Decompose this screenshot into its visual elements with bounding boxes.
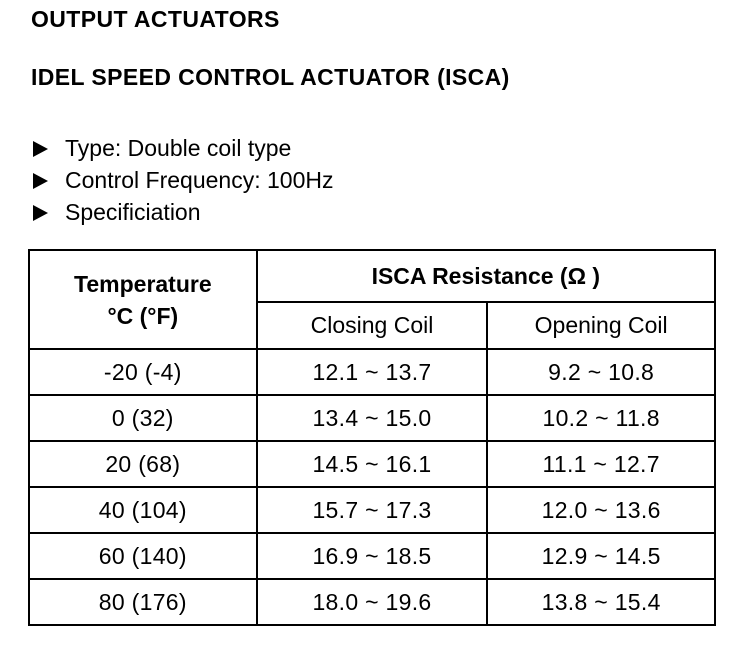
opening-coil-cell: 11.1 ~ 12.7 [487, 441, 715, 487]
opening-coil-cell: 12.0 ~ 13.6 [487, 487, 715, 533]
temperature-header [29, 250, 257, 349]
list-item [33, 196, 333, 228]
closing-coil-cell: 18.0 ~ 19.6 [257, 579, 488, 625]
opening-coil-cell: 10.2 ~ 11.8 [487, 395, 715, 441]
page-title: IDEL SPEED CONTROL ACTUATOR (ISCA) [31, 64, 510, 90]
closing-coil-header: Closing Coil [257, 302, 488, 349]
table-row [29, 579, 715, 625]
opening-coil-cell: 9.2 ~ 10.8 [487, 349, 715, 395]
temperature-unit-label: °C (°F) [107, 302, 179, 329]
closing-coil-cell: 15.7 ~ 17.3 [257, 487, 488, 533]
temperature-cell: 80 (176) [29, 579, 257, 625]
temperature-cell: 40 (104) [29, 487, 257, 533]
list-item [33, 164, 333, 196]
bullet-text: Control Frequency: 100Hz [65, 166, 334, 193]
triangle-right-icon [33, 205, 48, 221]
opening-coil-header: Opening Coil [487, 302, 715, 349]
triangle-right-icon [33, 173, 48, 189]
isca-resistance-table [28, 249, 716, 626]
table-header-row [29, 250, 715, 302]
temperature-cell: 60 (140) [29, 533, 257, 579]
opening-coil-cell: 13.8 ~ 15.4 [487, 579, 715, 625]
table-row [29, 533, 715, 579]
table-row [29, 441, 715, 487]
temperature-cell: -20 (-4) [29, 349, 257, 395]
bullet-text: Specificiation [65, 198, 201, 225]
opening-coil-cell: 12.9 ~ 14.5 [487, 533, 715, 579]
closing-coil-cell: 16.9 ~ 18.5 [257, 533, 488, 579]
closing-coil-cell: 13.4 ~ 15.0 [257, 395, 488, 441]
temperature-header-label: Temperature [74, 270, 212, 297]
closing-coil-cell: 12.1 ~ 13.7 [257, 349, 488, 395]
temperature-cell: 0 (32) [29, 395, 257, 441]
resistance-header: ISCA Resistance (Ω ) [257, 250, 715, 302]
table-row [29, 395, 715, 441]
closing-coil-cell: 14.5 ~ 16.1 [257, 441, 488, 487]
bullet-text: Type: Double coil type [65, 134, 292, 161]
table-row [29, 349, 715, 395]
section-title: OUTPUT ACTUATORS [31, 6, 280, 32]
temperature-cell: 20 (68) [29, 441, 257, 487]
triangle-right-icon [33, 141, 48, 157]
spec-bullet-list [33, 132, 333, 228]
list-item [33, 132, 333, 164]
table-row [29, 487, 715, 533]
